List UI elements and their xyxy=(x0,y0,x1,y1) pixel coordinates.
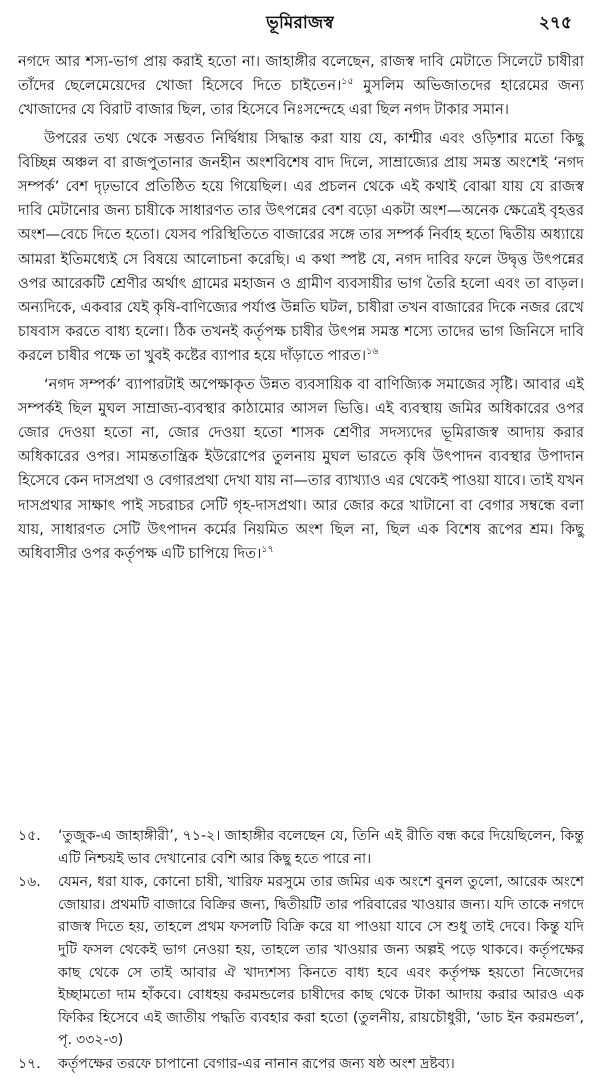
footnote xyxy=(18,825,584,870)
page-header xyxy=(0,10,600,40)
running-title: ভূমিরাজস্ব xyxy=(266,13,334,33)
footnote-text: যেমন, ধরা যাক, কোনো চাষী, খারিফ মরসুমে তার জমির এক অংশে বুনল তুলো, আরেক অংশে জোয়ার। প্রথমটি বাজারে বিক্রির জন্য, দ্বিতীয়টি তার পরিবারের খাওয়ার জন্য। যদি তাকে নগদে রাজস্ব দিতে হয়, তাহলে প্রথম ফসলটি বিক্রি করে যা পাওয়া যাবে সে শুধু তাই দেবে। কিন্তু যদি দুটি ফসল থেকেই ভাগ নেওয়া হয়, তাহলে তার খাওয়ার জন্য অল্পই পড়ে থাকবে। কর্তৃপক্ষের কাছ থেকে সে তাই আবার ঐ খাদ্যশস্য কিনতে বাধ্য হবে এবং কর্তৃপক্ষ হয়তো নিজেদের ইচ্ছামতো দাম হাঁকবে। বোধহয় করমন্ডলের চাষীদের কাছ থেকে টাকা আদায় করার আরও এক ফিকির হিসেবে এই জাতীয় পদ্ধতি ব্যবহার করা হতো (তুলনীয়, রায়চৌধুরী, ‘ডাচ ইন করমন্ডল’, পৃ. ৩৩২-৩) xyxy=(58,874,584,1049)
footnotes xyxy=(18,825,584,1077)
paragraph xyxy=(18,373,584,567)
page-number: ২৭৫ xyxy=(538,13,572,33)
footnote-number: ১৫. xyxy=(18,828,41,844)
footnote-text: কর্তৃপক্ষের তরফে চাপানো বেগার-এর নানান রূপের জন্য ষষ্ঠ অংশ দ্রষ্টব্য। xyxy=(58,1055,455,1072)
body-text xyxy=(18,50,584,570)
footnote-number: ১৭. xyxy=(18,1055,41,1072)
paragraph-text: মুসলিম অভিজাতদের হারেমের জন্য খোজাদের যে বিরাট বাজার ছিল, তার হিসেবে নিঃসন্দেহে এরা ছিল নগদ টাকার সমান। xyxy=(18,77,585,119)
footnote-ref: ১৬ xyxy=(366,346,379,358)
paragraph xyxy=(18,50,584,123)
footnote xyxy=(18,871,584,1052)
paragraph-text: নগদে আর শস্য-ভাগ প্রায় করাই হতো না। জাহাঙ্গীর বলেছেন, রাজস্ব দাবি মেটাতে সিলেটে চাষীরা তাঁদের ছেলেমেয়েদের খোজা হিসেবে দিতে চাইতেন। xyxy=(18,53,584,95)
footnote-text: ‘তুজুক-এ জাহাঙ্গীরী’, ৭১-২। জাহাঙ্গীর বলেছেন যে, তিনি এই রীতি বন্ধ করে দিয়েছিলেন, কিন্তু এটি নিশ্চয়ই ভাব দেখানোর বেশি আর কিছু হতে পারে না। xyxy=(58,828,584,867)
footnote-ref: ১৭ xyxy=(261,544,274,556)
footnote xyxy=(18,1053,584,1076)
paragraph-text: ‘নগদ সম্পর্ক’ ব্যাপারটাই অপেক্ষাকৃত উন্নত ব্যবসায়িক বা বাণিজ্যিক সমাজের সৃষ্টি। আবার এই সম্পর্কই ছিল মুঘল সাম্রাজ্য-ব্যবস্থার কাঠামোর আসল ভিত্তি। এই ব্যবস্থায় জমির অধিকারের ওপর জোর দেওয়া হতো না, জোর দেওয়া হতো শাসক শ্রেণীর সদস্যদের ভূমিরাজস্ব আদায় করার অধিকারের ওপর। সামন্ততান্ত্রিক ইউরোপের তুলনায় মুঘল ভারতে কৃষি উৎপাদন ব্যবস্থার উপাদান হিসেবে কেন দাসপ্রথা ও বেগারপ্রথা দেখা যায় না—তার ব্যাখ্যাও এর থেকেই পাওয়া যাবে। তাই যখন দাসপ্রথার সাক্ষাৎ পাই সচরাচর সেটি গৃহ-দাসপ্রথা। আর জোর করে খাটানো বা বেগার সম্বন্ধে বলা যায়, সাধারণত সেটি উৎপাদন কর্মের নিয়মিত অংশ ছিল না, ছিল এক বিশেষ রূপের শ্রম। কিছু অধিবাসীর ওপর কর্তৃপক্ষ এটি চাপিয়ে দিত। xyxy=(18,375,585,563)
paragraph xyxy=(18,127,584,369)
paragraph-text: উপরের তথ্য থেকে সম্ভবত নির্দ্বিধায় সিদ্ধান্ত করা যায় যে, কাশ্মীর এবং ওড়িশার মতো কিছু বিচ্ছিন্ন অঞ্চল বা রাজপুতানার জনহীন অংশবিশেষ বাদ দিলে, সাম্রাজ্যের প্রায় সমস্ত অংশেই ‘নগদ সম্পর্ক’ বেশ দৃঢ়ভাবে প্রতিষ্ঠিত হয়ে গিয়েছিল। এর প্রচলন থেকে এই কথাই বোঝা যায় যে রাজস্ব দাবি মেটানোর জন্য চাষীকে সাধারণত তার উৎপন্নের বেশ বড়ো একটা অংশ—অনেক ক্ষেত্রেই বৃহত্তর অংশ—বেচে দিতে হতো। যেসব পরিস্থিতিতে বাজারের সঙ্গে তার সম্পর্ক নির্বাহ হতো দ্বিতীয় অধ্যায়ে আমরা ইতিমধ্যেই সে বিষয়ে আলোচনা করেছি। এ কথা স্পষ্ট যে, নগদ দাবির ফলে উদ্বৃত্ত উৎপন্নের ওপর আরেকটি শ্রেণীর অর্থাৎ গ্রামের মহাজন ও গ্রামীণ ব্যবসায়ীর ভাগ তৈরি হলো এবং তা বাড়ল। অন্যদিকে, একবার যেই কৃষি-বাণিজ্যের পর্যাপ্ত উন্নতি ঘটল, চাষীরা তখন বাজারের দিকে নজর রেখে চাষবাস করতে বাধ্য হলো। ঠিক তখনই কর্তৃপক্ষ চাষীর উৎপন্ন সমস্ত শস্যে তাদের ভাগ জিনিসে দাবি করলে চাষীর পক্ষে তা খুবই কষ্টের ব্যাপার হয়ে দাঁড়াতে পারত। xyxy=(18,129,584,365)
footnote-number: ১৬. xyxy=(18,874,41,891)
footnote-ref: ১৫ xyxy=(341,76,354,88)
